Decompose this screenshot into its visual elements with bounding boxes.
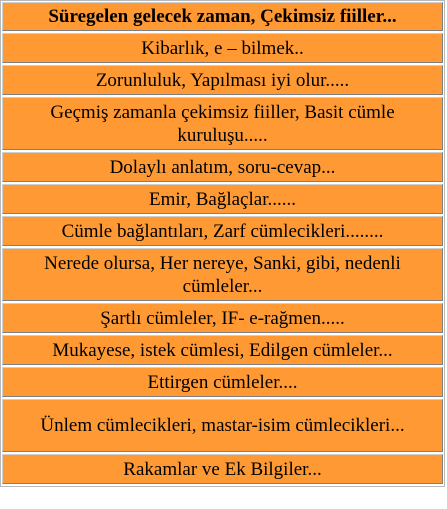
- menu-item-gecmis-zaman[interactable]: [2, 97, 443, 150]
- menu-item-label[interactable]: Şartlı cümleler, IF- e-rağmen.....: [100, 307, 345, 329]
- menu-item-dolayli-anlatim[interactable]: [2, 152, 443, 182]
- menu-item-label[interactable]: Ünlem cümlecikleri, mastar-isim cümlecikleri...: [40, 415, 405, 436]
- menu-item-emir-baglaclar[interactable]: [2, 184, 443, 214]
- menu-item-sartli-cumleler[interactable]: [2, 303, 443, 333]
- menu-item-mukayese[interactable]: [2, 335, 443, 365]
- menu-item-label[interactable]: Geçmiş zamanla çekimsiz fiiller, Basit cümle kuruluşu.....: [50, 101, 395, 146]
- menu-item-label[interactable]: Cümle bağlantıları, Zarf cümlecikleri........: [61, 220, 384, 242]
- menu-item-label[interactable]: Nerede olursa, Her nereye, Sanki, gibi, nedenli cümleler...: [44, 252, 401, 297]
- menu-item-zorunluluk[interactable]: [2, 65, 443, 95]
- menu-item-label[interactable]: Ettirgen cümleler....: [147, 371, 298, 393]
- menu-header-label: Süregelen gelecek zaman, Çekimsiz fiiller...: [48, 6, 397, 27]
- menu-item-rakamlar[interactable]: [2, 454, 443, 484]
- menu-item-label[interactable]: Mukayese, istek cümlesi, Edilgen cümleler...: [52, 339, 393, 361]
- menu-item-label[interactable]: Dolaylı anlatım, soru-cevap...: [109, 156, 336, 178]
- menu-header: [2, 2, 443, 31]
- menu-item-label[interactable]: Zorunluluk, Yapılması iyi olur.....: [95, 69, 350, 91]
- menu-item-label[interactable]: Rakamlar ve Ek Bilgiler...: [123, 458, 322, 480]
- menu-item-label[interactable]: Emir, Bağlaçlar......: [149, 188, 296, 210]
- menu-item-unlem[interactable]: [2, 399, 443, 452]
- menu-item-label[interactable]: Kibarlık, e – bilmek..: [141, 37, 304, 59]
- menu-item-nerede-olursa[interactable]: [2, 248, 443, 301]
- menu-item-kibarlik[interactable]: [2, 33, 443, 63]
- menu-item-cumle-baglantilari[interactable]: [2, 216, 443, 246]
- menu-item-ettirgen[interactable]: [2, 367, 443, 397]
